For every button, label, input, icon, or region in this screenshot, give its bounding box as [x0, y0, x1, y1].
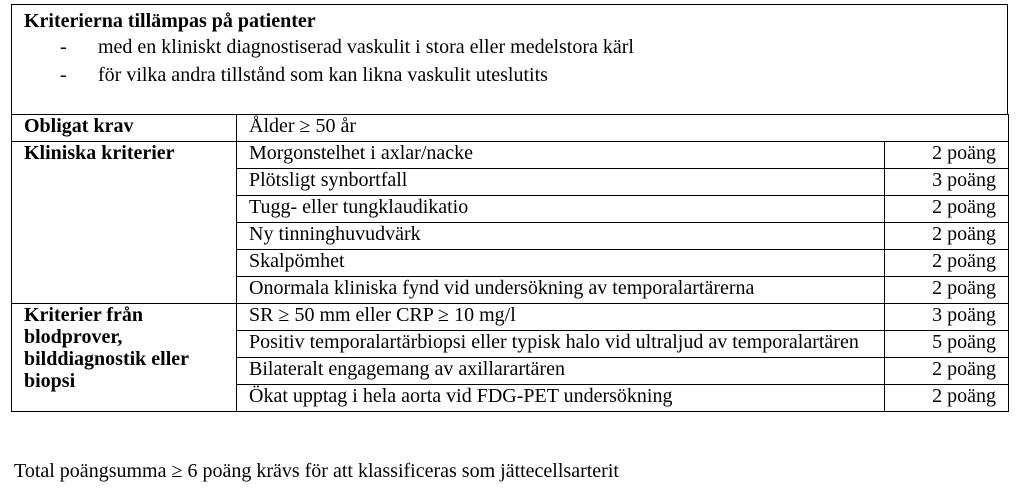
intro-item: [24, 33, 995, 61]
criterion-cell: Morgonstelhet i axlar/nacke: [237, 142, 885, 169]
points-cell: 2 poäng: [885, 277, 1009, 304]
intro-item-text: med en kliniskt diagnostiserad vaskulit i stora eller medelstora kärl: [98, 36, 634, 58]
criterion-cell: Onormala kliniska fynd vid undersökning av temporalartärerna: [237, 277, 885, 304]
category-mandatory: Obligat krav: [12, 115, 237, 142]
points-cell: 3 poäng: [885, 169, 1009, 196]
points-cell: 3 poäng: [885, 304, 1009, 331]
points-cell: 2 poäng: [885, 196, 1009, 223]
criterion-cell: Ålder ≥ 50 år: [237, 115, 1009, 142]
intro-item-text: för vilka andra tillstånd som kan likna vaskulit uteslutits: [98, 64, 548, 86]
criterion-cell: Skalpömhet: [237, 250, 885, 277]
criterion-cell: Ny tinninghuvudvärk: [237, 223, 885, 250]
table-row: [12, 304, 1009, 331]
intro-box: [11, 4, 1008, 114]
criteria-table: [11, 114, 1009, 412]
total-score-note: Total poängsumma ≥ 6 poäng krävs för att klassificeras som jättecellsarterit: [14, 460, 619, 482]
criterion-cell: Plötsligt synbortfall: [237, 169, 885, 196]
criterion-cell: Tugg- eller tungklaudikatio: [237, 196, 885, 223]
points-cell: 2 poäng: [885, 223, 1009, 250]
criterion-cell: Ökat upptag i hela aorta vid FDG-PET undersökning: [237, 385, 885, 412]
criterion-cell: Bilateralt engagemang av axillarartären: [237, 358, 885, 385]
points-cell: 2 poäng: [885, 385, 1009, 412]
points-cell: 2 poäng: [885, 250, 1009, 277]
category-lab: Kriterier från blodprover, bilddiagnostik eller biopsi: [12, 304, 237, 412]
intro-item: [24, 61, 995, 89]
points-cell: 2 poäng: [885, 358, 1009, 385]
intro-title: Kriterierna tillämpas på patienter: [24, 10, 316, 32]
points-cell: 2 poäng: [885, 142, 1009, 169]
points-cell: 5 poäng: [885, 331, 1009, 358]
criterion-cell: SR ≥ 50 mm eller CRP ≥ 10 mg/l: [237, 304, 885, 331]
bullet-dash: -: [60, 36, 67, 58]
criterion-cell: Positiv temporalartärbiopsi eller typisk halo vid ultraljud av temporalartären: [237, 331, 885, 358]
table-row: [12, 115, 1009, 142]
category-clinical: Kliniska kriterier: [12, 142, 237, 304]
table-row: [12, 142, 1009, 169]
bullet-dash: -: [60, 64, 67, 86]
